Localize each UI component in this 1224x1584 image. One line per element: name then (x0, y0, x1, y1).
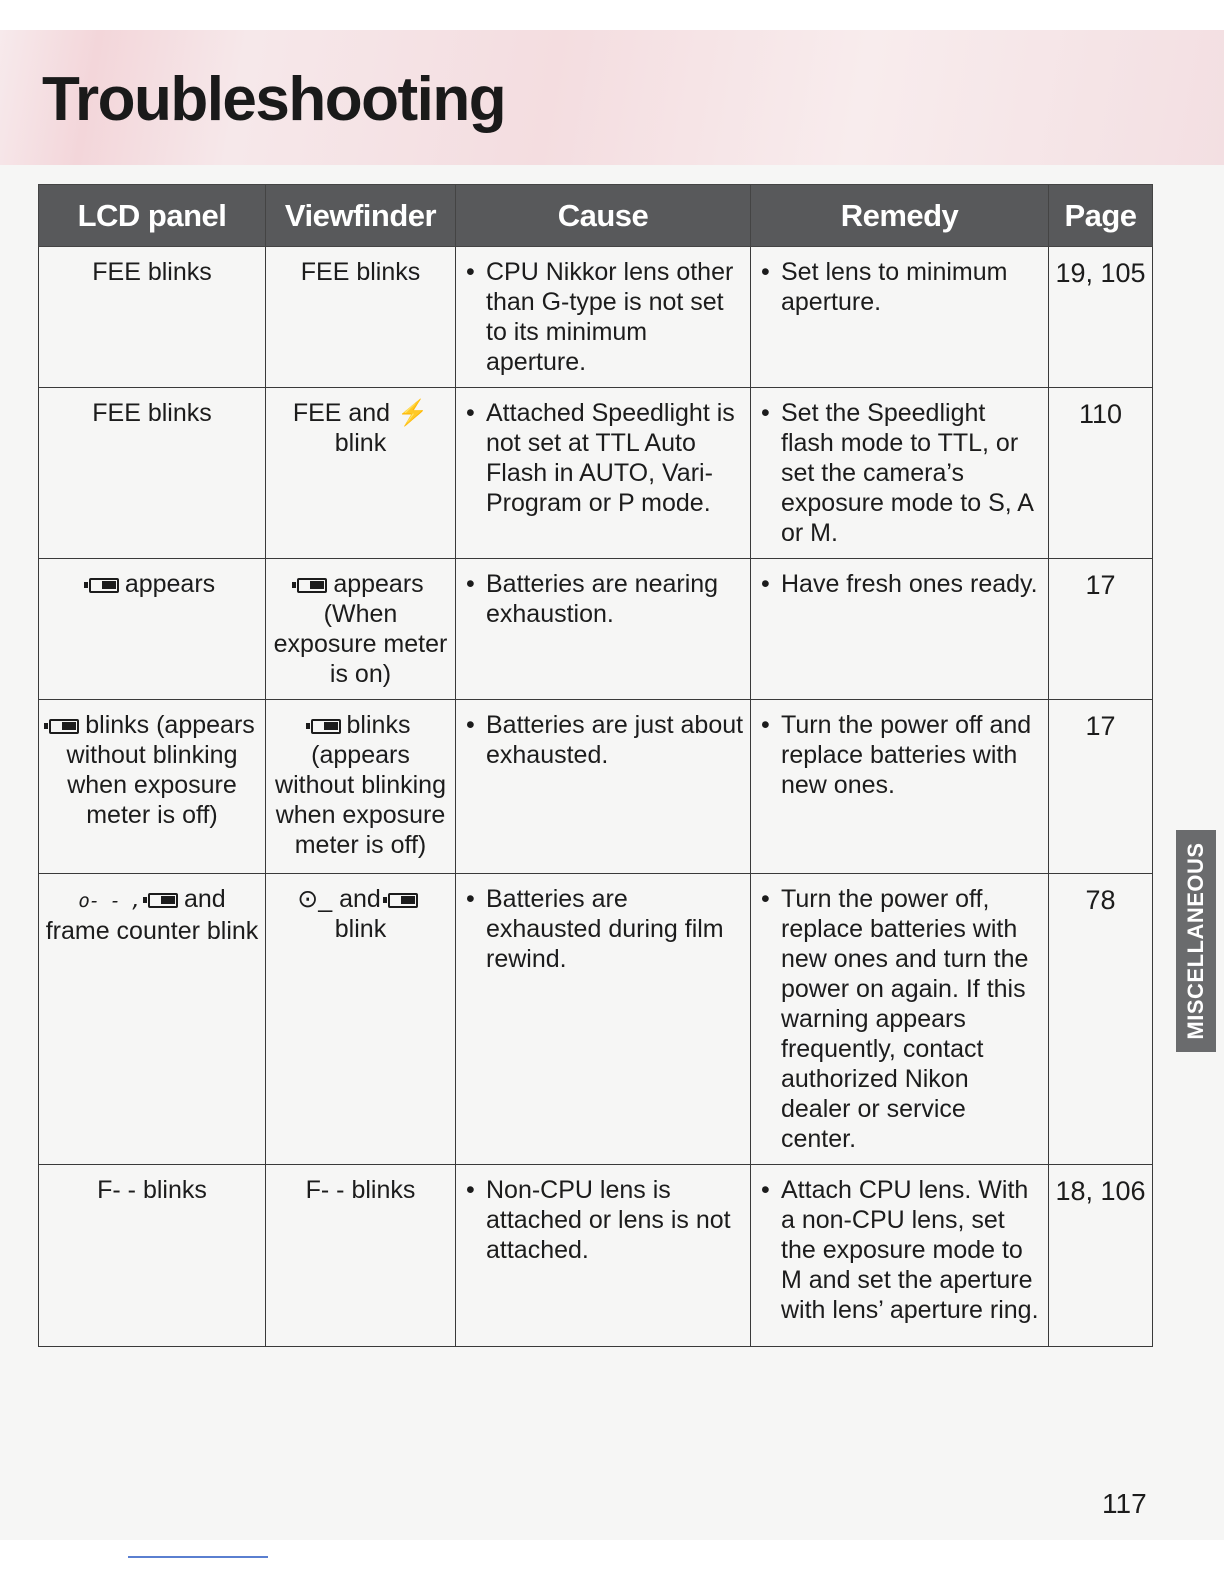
table-row (39, 874, 1153, 1165)
table-row (39, 1165, 1153, 1347)
cause-text: Batteries are nearing exhaustion. (486, 570, 719, 628)
battery-icon (89, 578, 119, 593)
remedy-text: Set the Speedlight flash mode to TTL, or set the camera’s exposure mode to S, A or M. (781, 399, 1033, 547)
cause-text: Attached Speedlight is not set at TTL Auto Flash in AUTO, Vari-Program or P mode. (486, 399, 735, 517)
header-remedy: Remedy (751, 185, 1049, 247)
remedy-cell (751, 700, 1049, 874)
page-number: 117 (1102, 1488, 1147, 1519)
section-tab-label: MISCELLANEOUS (1183, 842, 1208, 1040)
section-tab-miscellaneous (1176, 830, 1216, 1052)
viewfinder-cell (266, 874, 456, 1165)
cause-cell (456, 700, 751, 874)
lcd-text: and frame counter blink (45, 885, 259, 945)
film-indicator-text: ⊙_ and (297, 885, 381, 913)
lcd-cell (39, 874, 266, 1165)
viewfinder-cell (266, 700, 456, 874)
cause-cell (456, 247, 751, 388)
viewfinder-cell (266, 247, 456, 388)
table-row (39, 388, 1153, 559)
cause-text: Batteries are exhausted during film rewind. (486, 885, 724, 973)
remedy-text: Turn the power off and replace batteries with new ones. (781, 711, 1032, 799)
bullet-icon: • (466, 570, 475, 598)
header-page: Page (1049, 185, 1153, 247)
header-lcd-panel: LCD panel (39, 185, 266, 247)
cause-cell (456, 559, 751, 700)
lcd-text: FEE blinks (92, 399, 212, 427)
remedy-cell (751, 247, 1049, 388)
remedy-text: Turn the power off, replace batteries with new ones and turn the power on again. If this warning appears frequently, contact authorized Nikon dealer or service center. (781, 885, 1029, 1153)
table-header-row (39, 185, 1153, 247)
page-title: Troubleshooting (42, 65, 506, 134)
battery-icon (311, 719, 341, 734)
remedy-cell (751, 874, 1049, 1165)
lcd-cell (39, 700, 266, 874)
bullet-icon: • (466, 258, 475, 286)
lcd-text: FEE blinks (92, 258, 212, 286)
battery-icon (148, 893, 178, 908)
bullet-icon: • (466, 399, 475, 427)
cause-cell (456, 388, 751, 559)
bullet-icon: • (466, 1176, 475, 1204)
page-ref-cell: 110 (1049, 388, 1153, 559)
remedy-text: Set lens to minimum aperture. (781, 258, 1008, 316)
cause-cell (456, 1165, 751, 1347)
lcd-cell (39, 247, 266, 388)
page-ref-cell: 19, 105 (1049, 247, 1153, 388)
table-row (39, 559, 1153, 700)
lcd-cell (39, 388, 266, 559)
viewfinder-text: F- - blinks (305, 1176, 416, 1204)
remedy-text: Attach CPU lens. With a non-CPU lens, set the exposure mode to M and set the aperture with lens’ aperture ring. (781, 1176, 1039, 1324)
footer-rule (128, 1556, 268, 1558)
remedy-cell (751, 1165, 1049, 1347)
troubleshooting-table (38, 184, 1153, 1347)
battery-icon (388, 893, 418, 908)
lcd-text: blinks (appears without blinking when exposure meter is off) (66, 711, 255, 829)
rewind-indicator-icon: o- - , (78, 890, 141, 912)
viewfinder-text: FEE and ⚡ blink (292, 399, 429, 457)
bullet-icon: • (761, 258, 770, 286)
viewfinder-text: FEE blinks (300, 258, 421, 286)
header-viewfinder: Viewfinder (266, 185, 456, 247)
table-row (39, 247, 1153, 388)
bullet-icon: • (466, 711, 475, 739)
bullet-icon: • (761, 399, 770, 427)
page-ref-cell: 78 (1049, 874, 1153, 1165)
battery-icon (297, 578, 327, 593)
remedy-text: Have fresh ones ready. (781, 570, 1038, 598)
remedy-cell (751, 388, 1049, 559)
page-ref-cell: 17 (1049, 700, 1153, 874)
page-ref-cell: 17 (1049, 559, 1153, 700)
cause-text: Non-CPU lens is attached or lens is not attached. (486, 1176, 731, 1264)
viewfinder-cell (266, 388, 456, 559)
viewfinder-text: blink (334, 915, 387, 943)
cause-cell (456, 874, 751, 1165)
viewfinder-cell (266, 559, 456, 700)
lcd-cell (39, 559, 266, 700)
bullet-icon: • (466, 885, 475, 913)
header-cause: Cause (456, 185, 751, 247)
cause-text: Batteries are just about exhausted. (486, 711, 744, 769)
remedy-cell (751, 559, 1049, 700)
bullet-icon: • (761, 570, 770, 598)
lcd-text: F- - blinks (97, 1176, 207, 1204)
viewfinder-text: blinks (appears without blinking when exposure meter is off) (275, 711, 446, 859)
bullet-icon: • (761, 711, 770, 739)
lcd-text: appears (124, 570, 216, 598)
table-row (39, 700, 1153, 874)
battery-icon (49, 719, 79, 734)
viewfinder-text: appears (When exposure meter is on) (273, 570, 448, 688)
page-ref-cell: 18, 106 (1049, 1165, 1153, 1347)
viewfinder-cell (266, 1165, 456, 1347)
bullet-icon: • (761, 885, 770, 913)
cause-text: CPU Nikkor lens other than G-type is not set to its minimum aperture. (486, 258, 734, 376)
bullet-icon: • (761, 1176, 770, 1204)
lcd-cell (39, 1165, 266, 1347)
